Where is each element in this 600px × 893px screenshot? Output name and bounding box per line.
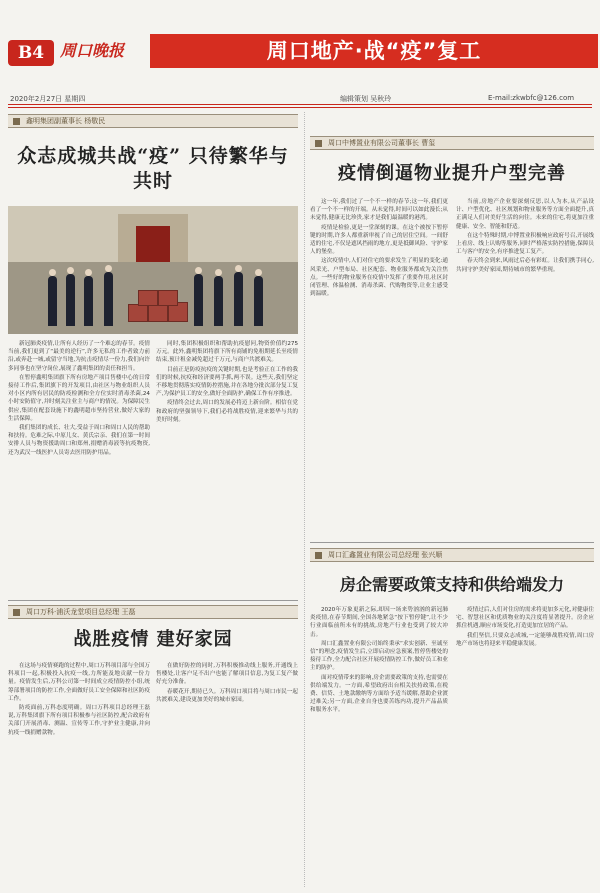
article-2-headline: 疫情倒逼物业提升户型完善: [338, 163, 566, 184]
article-1-byline-bar: [8, 114, 298, 128]
article-1-body-col-2: [156, 340, 298, 598]
paragraph: 防疫面前,万科态度明确。周口万科项目总经理王磊说,万科集团旗下所有项目积极参与社区防控,配合政府有关部门开展消毒、测温、宣传等工作,守护业主健康,并向抗疫一线捐赠款物。: [8, 705, 150, 736]
section-banner-title: 周口地产·战“疫”复工: [266, 39, 482, 63]
paragraph: 新冠肺炎疫情,让所有人经历了一个难忘的春节。疫情当前,我们更到了“最美的逆行”,许多无私的工作者致力前沿,或奔赴一城,或留守当地,为抗击疫情尽一份力,我们向许多同事也在坚守岗位,展现了鑫明集团的责任和担当。: [8, 341, 150, 372]
article-3-byline: 周口万科·浦沃龙堂项目总经理 王磊: [26, 608, 136, 616]
paragraph: 疫情过后,人们对住房的需求将更加多元化,对健康住宅、智慧社区和优质物业的关注度将显著提升。房企应抓住机遇,顺应市场变化,打造更加宜居的产品。: [456, 607, 594, 630]
paragraph: 这一年,我们过了一个不一样的春节;这一年,我们更看了一个不一样的开端。从未觉得,时间可以如此漫长;从未觉得,健康无比珍贵,家才是我们最温暖的港湾。: [310, 199, 448, 222]
editor-credit: 编辑策划 吴秋玲: [340, 95, 392, 103]
article-3-byline-bar: [8, 605, 298, 619]
article-4-body-col-1: [310, 606, 448, 886]
article-2-byline: 周口中博置业有限公司董事长 曹玺: [328, 139, 436, 147]
paper-name-logo: 周口晚报: [60, 41, 125, 60]
section-divider: [310, 542, 594, 543]
section-divider: [8, 600, 298, 601]
article-2-body-col-2: [456, 198, 594, 536]
header-rule: [8, 104, 592, 105]
paragraph: 目前正是防疫抗疫的关键时期,也是考验正在工作的我们的时候,抗疫和经济要两手抓,两不误。这些天,我们坚定不移地贯彻落实疫情防控措施,并在各地分批次部分复工复产,为保护员工的安全,做好全面防护,确保工作有序推进。: [156, 366, 298, 398]
article-1-byline: 鑫明集团副董事长 杨敬民: [26, 117, 106, 125]
issue-date: 2020年2月27日 星期四: [10, 95, 86, 103]
article-3-body-col-1: [8, 662, 150, 884]
article-1-headline: 众志成城共战“疫” 只待繁华与共时: [17, 145, 289, 192]
paragraph: 疫情是检验,更是一堂深刻的课。在这个被按下暂停键的时期,许多人都重新审视了自己的居住空间。一间舒适的住宅,不仅是遮风挡雨的地方,更是抵御风险、守护家人的堡垒。: [310, 224, 448, 256]
article-4-body-col-2: [456, 606, 594, 886]
paragraph: 我们集团的成长、壮大,受益于周口和周口人民的帮助和扶持。危难之际,中原儿女、黄氏宗亲、我们在第一时间安排人员与物资援助周口和郑州,捐赠消毒液等抗疫物资,还为武汉一线医护人员寄去医用防护用品。: [8, 425, 150, 456]
paragraph: 在这个特殊时期,中博置业积极响应政府号召,开展线上看房、线上认购等服务,同时严格落实防控措施,保障员工与客户的安全,有序推进复工复产。: [456, 232, 594, 256]
paragraph: 在暂停鑫明集团旗下所有房地产项目售楼中心的日常接待工作后,集团旗下的开发项目,由社区与物业组织人员对小区内所有居民的防疫检测和全方位实时消毒杀菌,24小时安防值守,并时刻关注业主与商户的情况。为保障民生供应,集团在配套设施下的鑫明超市坚持营业,做好大家的生活保障。: [8, 374, 150, 422]
paragraph: 周口汇鑫置业有限公司始终秉承“求实创新、至诚至信”的理念,疫情发生后,立即启动应急预案,暂停售楼处的接待工作,全力配合社区开展疫情防控工作,做好员工和业主的防护。: [310, 640, 448, 672]
article-4-byline: 周口汇鑫置业有限公司总经理 张兴顺: [328, 551, 443, 559]
article-1-body-col-1: [8, 340, 150, 598]
page-number: B4: [17, 43, 45, 63]
paragraph: 2020年万象更新之际,却因一场来势汹汹的新冠肺炎疫情,在春节期间,全国各地紧急“按下暂停键”,让不少行业面临前所未有的挑战,房地产行业也受到了较大冲击。: [310, 607, 448, 638]
article-4-byline-bar: [310, 548, 594, 562]
column-separator: [304, 112, 305, 887]
article-2-body-col-1: [310, 198, 448, 536]
paragraph: 在做好防控的同时,万科积极推动线上服务,开通线上售楼处,让客户足不出户也能了解项目信息,为复工复产做好充分准备。: [156, 663, 298, 686]
paragraph: 春暖花开,期待已久。万科周口项目将与周口市民一起共渡难关,建设更加美好的城市家园。: [156, 688, 298, 703]
header-rule-double: [8, 107, 592, 108]
paragraph: 当前,房地产企业要深刻反思,以人为本,从产品设计、户型优化、社区规划和物业服务等方面全面提升,真正满足人们对美好生活的向往。未来的住宅,将更加注重健康、安全、智能和舒适。: [456, 199, 594, 230]
paragraph: 春天终会到来,风雨过后必有彩虹。让我们携手同心,共同守护美好家园,期待城市的繁华重现。: [456, 258, 594, 273]
article-4-headline: 房企需要政策支持和供给端发力: [339, 575, 564, 594]
paragraph: 在这场与疫情赛跑的过程中,周口万科项目部与全国万科项目一起,积极投入抗疫一线,力所能及地贡献一份力量。疫情发生后,万科公司第一时间成立疫情防控小组,统筹部署项目的防控工作,全面做好员工安全保障和社区防疫工作。: [8, 663, 150, 702]
paragraph: 面对疫情带来的影响,房企需要政策的支持,也需要在供给端发力。一方面,希望政府出台相关扶持政策,在税费、信贷、土地款缴纳等方面给予适当缓解,帮助企业渡过难关;另一方面,企业自身也要苦练内功,提升产品品质和服务水平。: [310, 674, 448, 714]
paragraph: 我们坚信,只要众志成城,一定能够战胜疫情,周口房地产市场也将迎来平稳健康发展。: [456, 632, 594, 647]
article-1-photo: [8, 206, 298, 334]
paragraph: 疫情终会过去,周口的发展必将迈上新台阶。相信在党和政府的坚强领导下,我们必将战胜疫情,迎来繁华与共的美好时刻。: [156, 400, 298, 423]
article-2-byline-bar: [310, 136, 594, 150]
paragraph: 这次疫情中,人们对住宅的要求发生了明显的变化:通风采光、户型布局、社区配套、物业服务都成为关注焦点。一些好的物业服务在疫情中发挥了重要作用,社区封闭管理、体温检测、消毒杀菌、代购物资等,让业主感受到温暖。: [310, 258, 448, 298]
article-3-headline: 战胜疫情 建好家园: [73, 629, 233, 650]
paragraph: 同时,集团积极组织和帮助抗疫慰问,物资价值约275万元。此外,鑫明集团将旗下所有商铺的免租期延长至疫情结束,预计租金减免超过千万元,与商户共渡难关。: [156, 341, 298, 364]
contact-email: E-mail:zkwbfc@126.com: [488, 94, 575, 102]
article-3-body-col-2: [156, 662, 298, 884]
